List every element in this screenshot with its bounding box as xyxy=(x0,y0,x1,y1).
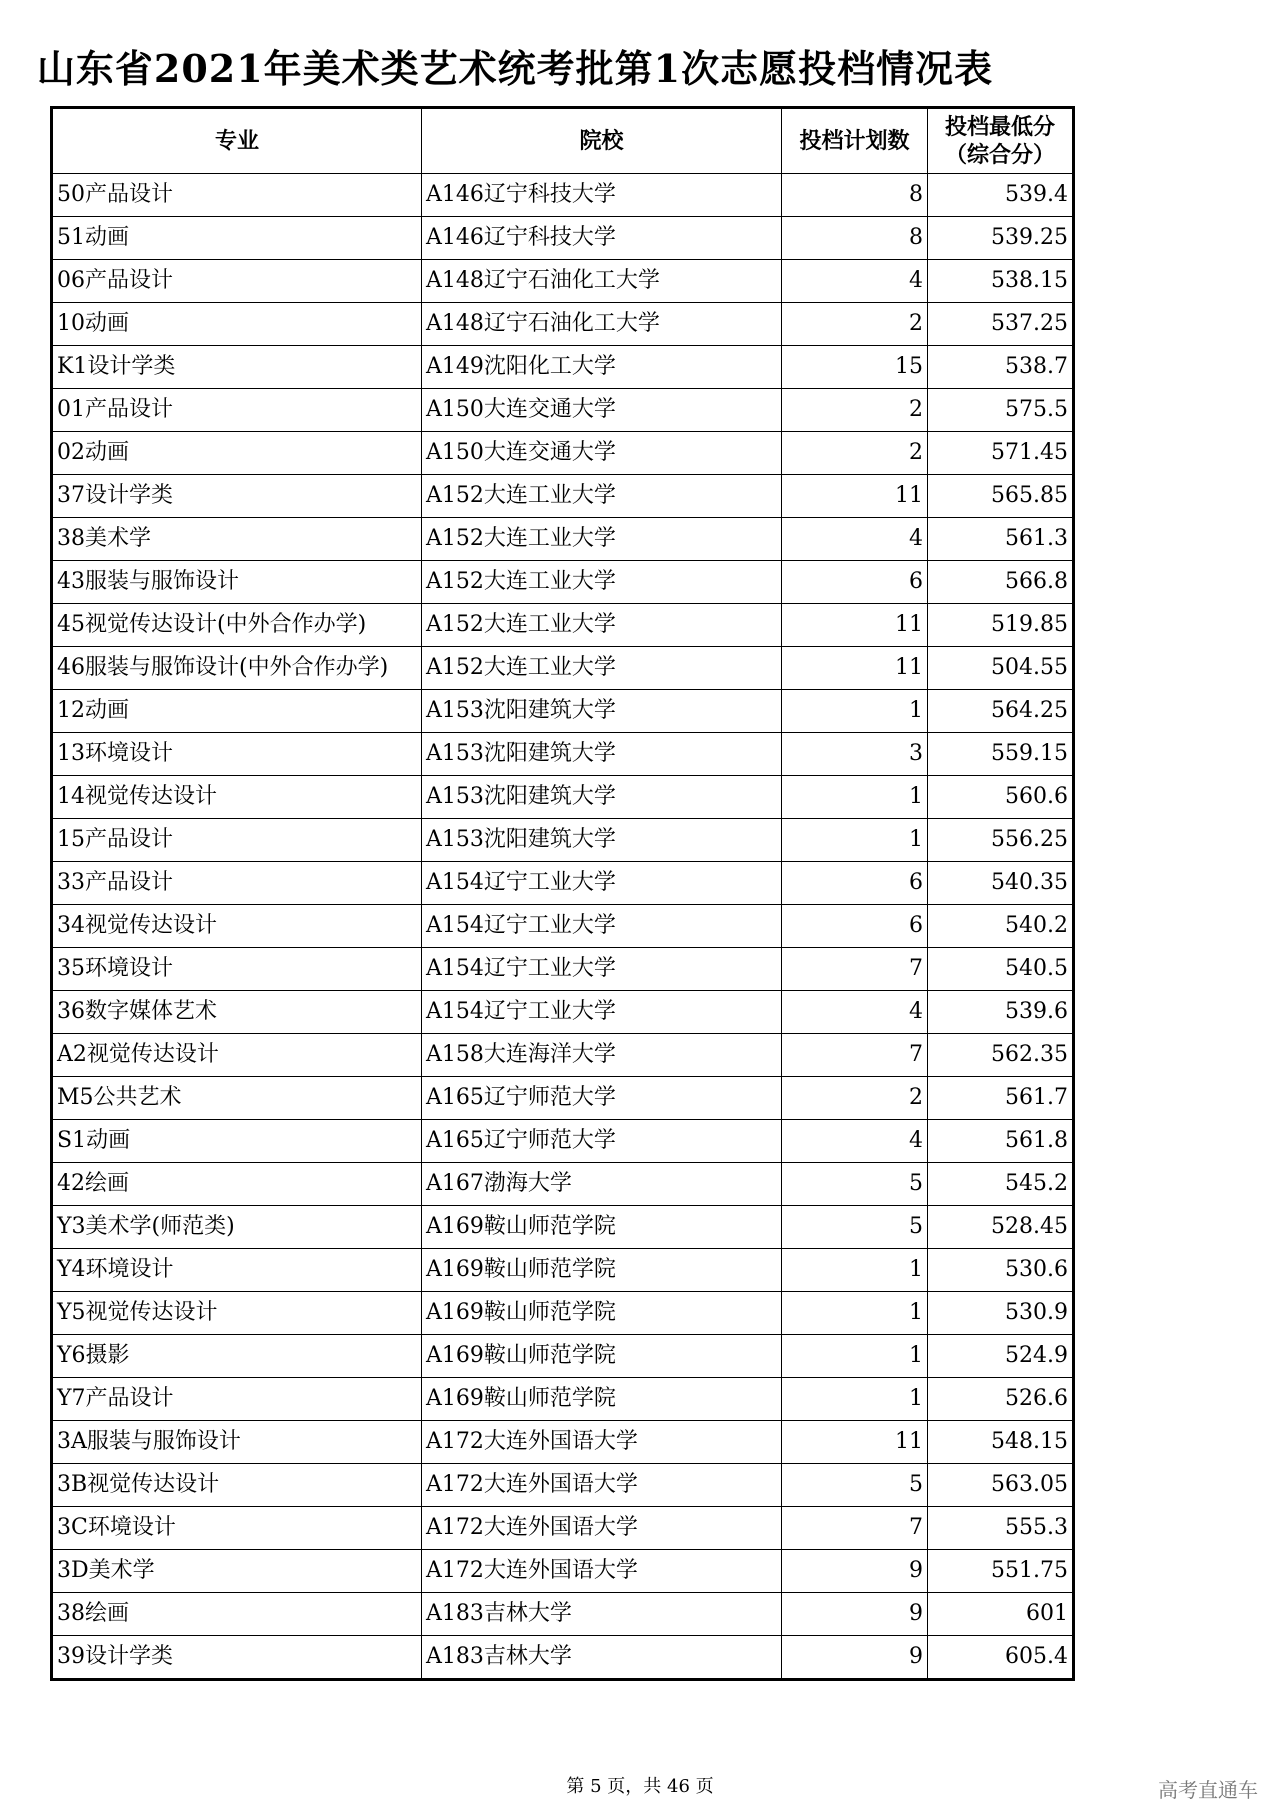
table-row xyxy=(52,1163,1074,1206)
table-row xyxy=(52,1550,1074,1593)
watermark: 高考直通车 xyxy=(1158,1778,1258,1802)
cell-score: 561.8 xyxy=(928,1120,1074,1163)
cell-major: 51动画 xyxy=(52,217,422,260)
header-row xyxy=(52,108,1074,174)
cell-school: A183吉林大学 xyxy=(422,1636,782,1680)
table-row xyxy=(52,561,1074,604)
table-body xyxy=(52,174,1074,1680)
table-row xyxy=(52,1335,1074,1378)
cell-school: A154辽宁工业大学 xyxy=(422,905,782,948)
cell-major: 13环境设计 xyxy=(52,733,422,776)
cell-major: 43服装与服饰设计 xyxy=(52,561,422,604)
cell-school: A154辽宁工业大学 xyxy=(422,991,782,1034)
cell-major: 50产品设计 xyxy=(52,174,422,217)
table-row xyxy=(52,1421,1074,1464)
table-row xyxy=(52,1249,1074,1292)
table-row xyxy=(52,475,1074,518)
table-row xyxy=(52,733,1074,776)
cell-plan: 9 xyxy=(782,1636,928,1680)
table-row xyxy=(52,260,1074,303)
cell-plan: 11 xyxy=(782,1421,928,1464)
cell-plan: 7 xyxy=(782,1034,928,1077)
cell-score: 565.85 xyxy=(928,475,1074,518)
cell-score: 571.45 xyxy=(928,432,1074,475)
page-title: 山东省2021年美术类艺术统考批第1次志愿投档情况表 xyxy=(36,46,994,91)
table-row xyxy=(52,518,1074,561)
cell-school: A169鞍山师范学院 xyxy=(422,1378,782,1421)
cell-plan: 3 xyxy=(782,733,928,776)
table-row xyxy=(52,1077,1074,1120)
cell-school: A153沈阳建筑大学 xyxy=(422,733,782,776)
cell-major: S1动画 xyxy=(52,1120,422,1163)
header-score xyxy=(928,108,1074,174)
cell-score: 564.25 xyxy=(928,690,1074,733)
cell-major: 33产品设计 xyxy=(52,862,422,905)
cell-plan: 8 xyxy=(782,217,928,260)
cell-plan: 1 xyxy=(782,1292,928,1335)
cell-score: 539.6 xyxy=(928,991,1074,1034)
header-major: 专业 xyxy=(52,108,422,174)
cell-plan: 4 xyxy=(782,260,928,303)
cell-major: Y3美术学(师范类) xyxy=(52,1206,422,1249)
cell-score: 528.45 xyxy=(928,1206,1074,1249)
cell-major: 37设计学类 xyxy=(52,475,422,518)
cell-school: A183吉林大学 xyxy=(422,1593,782,1636)
table-row xyxy=(52,1120,1074,1163)
cell-major: 01产品设计 xyxy=(52,389,422,432)
table-row xyxy=(52,1206,1074,1249)
table-row xyxy=(52,389,1074,432)
cell-school: A172大连外国语大学 xyxy=(422,1550,782,1593)
cell-school: A152大连工业大学 xyxy=(422,518,782,561)
table-row xyxy=(52,1464,1074,1507)
cell-major: 34视觉传达设计 xyxy=(52,905,422,948)
cell-school: A150大连交通大学 xyxy=(422,389,782,432)
cell-score: 540.5 xyxy=(928,948,1074,991)
table-row xyxy=(52,1593,1074,1636)
cell-plan: 1 xyxy=(782,819,928,862)
cell-plan: 2 xyxy=(782,389,928,432)
cell-score: 559.15 xyxy=(928,733,1074,776)
cell-score: 601 xyxy=(928,1593,1074,1636)
cell-school: A149沈阳化工大学 xyxy=(422,346,782,389)
cell-school: A165辽宁师范大学 xyxy=(422,1120,782,1163)
page-footer: 第 5 页，共 46 页 xyxy=(566,1776,714,1797)
cell-score: 562.35 xyxy=(928,1034,1074,1077)
cell-score: 539.4 xyxy=(928,174,1074,217)
cell-plan: 4 xyxy=(782,518,928,561)
cell-major: Y6摄影 xyxy=(52,1335,422,1378)
cell-score: 566.8 xyxy=(928,561,1074,604)
cell-score: 575.5 xyxy=(928,389,1074,432)
table-row xyxy=(52,432,1074,475)
cell-score: 561.3 xyxy=(928,518,1074,561)
cell-school: A169鞍山师范学院 xyxy=(422,1292,782,1335)
cell-major: 3C环境设计 xyxy=(52,1507,422,1550)
table-row xyxy=(52,948,1074,991)
cell-school: A153沈阳建筑大学 xyxy=(422,776,782,819)
cell-plan: 4 xyxy=(782,991,928,1034)
cell-score: 524.9 xyxy=(928,1335,1074,1378)
table-row xyxy=(52,1034,1074,1077)
table-row xyxy=(52,776,1074,819)
cell-score: 548.15 xyxy=(928,1421,1074,1464)
cell-score: 537.25 xyxy=(928,303,1074,346)
cell-school: A153沈阳建筑大学 xyxy=(422,819,782,862)
cell-school: A152大连工业大学 xyxy=(422,647,782,690)
cell-score: 563.05 xyxy=(928,1464,1074,1507)
cell-school: A169鞍山师范学院 xyxy=(422,1249,782,1292)
table-row xyxy=(52,862,1074,905)
cell-school: A169鞍山师范学院 xyxy=(422,1206,782,1249)
cell-score: 561.7 xyxy=(928,1077,1074,1120)
cell-school: A152大连工业大学 xyxy=(422,475,782,518)
cell-score: 545.2 xyxy=(928,1163,1074,1206)
cell-school: A172大连外国语大学 xyxy=(422,1507,782,1550)
cell-plan: 6 xyxy=(782,862,928,905)
cell-major: 45视觉传达设计(中外合作办学) xyxy=(52,604,422,647)
cell-plan: 1 xyxy=(782,690,928,733)
cell-score: 540.35 xyxy=(928,862,1074,905)
cell-plan: 1 xyxy=(782,1249,928,1292)
table-row xyxy=(52,1378,1074,1421)
cell-plan: 7 xyxy=(782,1507,928,1550)
admission-table xyxy=(50,106,1075,1681)
cell-major: A2视觉传达设计 xyxy=(52,1034,422,1077)
table-row xyxy=(52,346,1074,389)
cell-school: A169鞍山师范学院 xyxy=(422,1335,782,1378)
cell-school: A167渤海大学 xyxy=(422,1163,782,1206)
cell-major: 39设计学类 xyxy=(52,1636,422,1680)
cell-major: Y5视觉传达设计 xyxy=(52,1292,422,1335)
cell-school: A153沈阳建筑大学 xyxy=(422,690,782,733)
cell-score: 605.4 xyxy=(928,1636,1074,1680)
cell-major: 35环境设计 xyxy=(52,948,422,991)
cell-major: 3A服装与服饰设计 xyxy=(52,1421,422,1464)
cell-plan: 1 xyxy=(782,776,928,819)
cell-major: Y7产品设计 xyxy=(52,1378,422,1421)
table-row xyxy=(52,905,1074,948)
cell-major: 14视觉传达设计 xyxy=(52,776,422,819)
cell-score: 526.6 xyxy=(928,1378,1074,1421)
cell-major: 42绘画 xyxy=(52,1163,422,1206)
table-row xyxy=(52,647,1074,690)
cell-plan: 11 xyxy=(782,647,928,690)
cell-plan: 1 xyxy=(782,1378,928,1421)
cell-major: M5公共艺术 xyxy=(52,1077,422,1120)
cell-school: A150大连交通大学 xyxy=(422,432,782,475)
cell-plan: 15 xyxy=(782,346,928,389)
header-plan: 投档计划数 xyxy=(782,108,928,174)
cell-score: 530.6 xyxy=(928,1249,1074,1292)
cell-plan: 11 xyxy=(782,604,928,647)
cell-plan: 4 xyxy=(782,1120,928,1163)
table-row xyxy=(52,217,1074,260)
header-score-line2: （综合分） xyxy=(944,142,1055,168)
cell-school: A158大连海洋大学 xyxy=(422,1034,782,1077)
cell-major: 38美术学 xyxy=(52,518,422,561)
cell-score: 551.75 xyxy=(928,1550,1074,1593)
cell-plan: 11 xyxy=(782,475,928,518)
cell-score: 540.2 xyxy=(928,905,1074,948)
cell-score: 539.25 xyxy=(928,217,1074,260)
cell-major: K1设计学类 xyxy=(52,346,422,389)
cell-plan: 1 xyxy=(782,1335,928,1378)
cell-plan: 2 xyxy=(782,1077,928,1120)
cell-school: A148辽宁石油化工大学 xyxy=(422,303,782,346)
cell-score: 555.3 xyxy=(928,1507,1074,1550)
table-row xyxy=(52,174,1074,217)
cell-plan: 5 xyxy=(782,1206,928,1249)
cell-major: 12动画 xyxy=(52,690,422,733)
cell-plan: 6 xyxy=(782,561,928,604)
cell-major: 02动画 xyxy=(52,432,422,475)
cell-major: 38绘画 xyxy=(52,1593,422,1636)
cell-score: 556.25 xyxy=(928,819,1074,862)
cell-major: 36数字媒体艺术 xyxy=(52,991,422,1034)
cell-plan: 9 xyxy=(782,1550,928,1593)
cell-major: 3B视觉传达设计 xyxy=(52,1464,422,1507)
cell-school: A154辽宁工业大学 xyxy=(422,862,782,905)
cell-plan: 5 xyxy=(782,1464,928,1507)
table-row xyxy=(52,690,1074,733)
table-row xyxy=(52,1292,1074,1335)
cell-plan: 6 xyxy=(782,905,928,948)
cell-major: 3D美术学 xyxy=(52,1550,422,1593)
cell-major: 06产品设计 xyxy=(52,260,422,303)
cell-plan: 2 xyxy=(782,432,928,475)
cell-school: A148辽宁石油化工大学 xyxy=(422,260,782,303)
cell-school: A146辽宁科技大学 xyxy=(422,174,782,217)
cell-plan: 7 xyxy=(782,948,928,991)
cell-school: A172大连外国语大学 xyxy=(422,1464,782,1507)
cell-school: A152大连工业大学 xyxy=(422,604,782,647)
cell-plan: 5 xyxy=(782,1163,928,1206)
cell-score: 560.6 xyxy=(928,776,1074,819)
cell-plan: 8 xyxy=(782,174,928,217)
cell-score: 504.55 xyxy=(928,647,1074,690)
header-school: 院校 xyxy=(422,108,782,174)
cell-school: A154辽宁工业大学 xyxy=(422,948,782,991)
table-row xyxy=(52,604,1074,647)
cell-score: 519.85 xyxy=(928,604,1074,647)
table-row xyxy=(52,1636,1074,1680)
table-row xyxy=(52,991,1074,1034)
cell-major: 10动画 xyxy=(52,303,422,346)
cell-school: A152大连工业大学 xyxy=(422,561,782,604)
header-score-line1: 投档最低分 xyxy=(944,114,1055,140)
table-row xyxy=(52,1507,1074,1550)
cell-score: 530.9 xyxy=(928,1292,1074,1335)
cell-plan: 2 xyxy=(782,303,928,346)
cell-major: 46服装与服饰设计(中外合作办学) xyxy=(52,647,422,690)
cell-score: 538.7 xyxy=(928,346,1074,389)
cell-score: 538.15 xyxy=(928,260,1074,303)
table-row xyxy=(52,303,1074,346)
cell-major: 15产品设计 xyxy=(52,819,422,862)
cell-school: A146辽宁科技大学 xyxy=(422,217,782,260)
cell-school: A165辽宁师范大学 xyxy=(422,1077,782,1120)
cell-major: Y4环境设计 xyxy=(52,1249,422,1292)
cell-school: A172大连外国语大学 xyxy=(422,1421,782,1464)
cell-plan: 9 xyxy=(782,1593,928,1636)
table-row xyxy=(52,819,1074,862)
